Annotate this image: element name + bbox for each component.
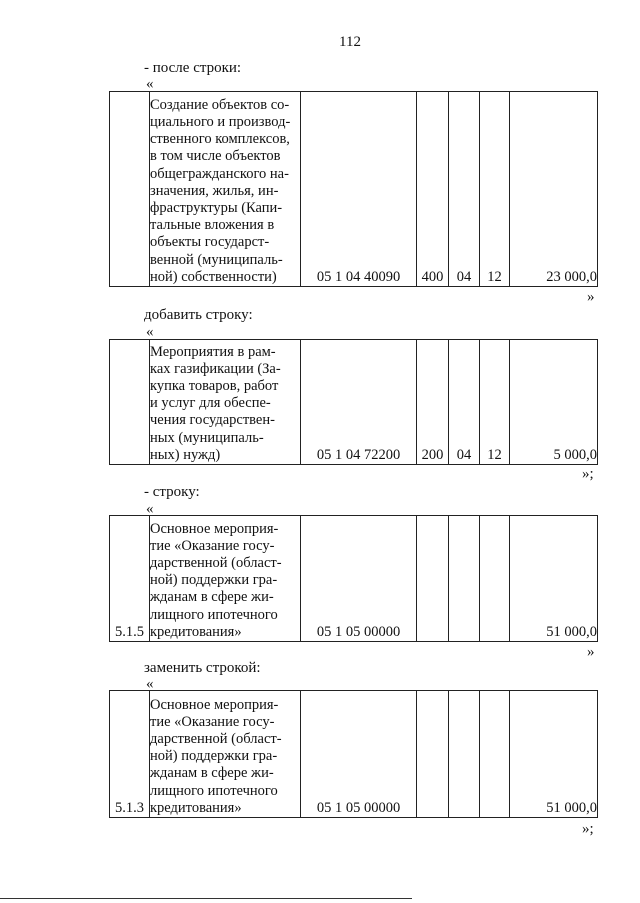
instruction-replace-with: заменить строкой: [144, 660, 261, 676]
budget-table [109, 690, 598, 818]
table-row [110, 691, 598, 818]
section-cell [449, 516, 480, 642]
expense-type-cell [417, 691, 449, 818]
expense-type-cell [417, 516, 449, 642]
closing-quote: » [587, 644, 595, 660]
target-article-cell: 05 1 05 00000 [301, 516, 417, 642]
instruction-add-row: добавить строку: [144, 307, 253, 323]
instruction-row: - строку: [144, 484, 200, 500]
target-article-cell: 05 1 05 00000 [301, 691, 417, 818]
target-article-cell: 05 1 04 72200 [301, 340, 417, 465]
row-number-cell: 5.1.3 [110, 691, 150, 818]
row-number-cell [110, 340, 150, 465]
budget-table [109, 339, 598, 465]
section-cell: 04 [449, 92, 480, 287]
expense-type-cell: 400 [417, 92, 449, 287]
subsection-cell: 12 [480, 340, 510, 465]
row-number-cell [110, 92, 150, 287]
budget-table [109, 515, 598, 642]
row-name-cell: Мероприятия в рам- ках газификации (За- купка товаров, работ и услуг для обеспе- чения государствен- ных (муниципаль- ных) нужд) [150, 340, 301, 465]
budget-table [109, 91, 598, 287]
closing-quote: » [587, 289, 595, 305]
section-cell: 04 [449, 340, 480, 465]
section-cell [449, 691, 480, 818]
table-row [110, 516, 598, 642]
page-number: 112 [339, 34, 361, 50]
closing-quote: »; [582, 466, 594, 482]
table-row [110, 92, 598, 287]
row-number-cell: 5.1.5 [110, 516, 150, 642]
opening-quote: « [146, 324, 154, 340]
instruction-after-row: - после строки: [144, 60, 242, 76]
opening-quote: « [146, 501, 154, 517]
bottom-rule [0, 898, 412, 899]
target-article-cell: 05 1 04 40090 [301, 92, 417, 287]
expense-type-cell: 200 [417, 340, 449, 465]
amount-cell: 23 000,0 [510, 92, 598, 287]
opening-quote: « [146, 676, 154, 692]
table-row [110, 340, 598, 465]
subsection-cell: 12 [480, 92, 510, 287]
subsection-cell [480, 691, 510, 818]
subsection-cell [480, 516, 510, 642]
row-name-cell: Создание объектов со- циального и производ- ственного комплексов, в том числе объектов общегражданского на- значения, жилья, ин- фраструктуры (Капи- тальные вложения в объекты государст- венной (муниципаль- ной) собственности) [150, 92, 301, 287]
amount-cell: 51 000,0 [510, 516, 598, 642]
row-name-cell: Основное мероприя- тие «Оказание госу- дарственной (област- ной) поддержки гра- жданам в сфере жи- лищного ипотечного кредитования» [150, 516, 301, 642]
closing-quote: »; [582, 821, 594, 837]
opening-quote: « [146, 76, 154, 92]
amount-cell: 51 000,0 [510, 691, 598, 818]
amount-cell: 5 000,0 [510, 340, 598, 465]
row-name-cell: Основное мероприя- тие «Оказание госу- дарственной (област- ной) поддержки гра- жданам в сфере жи- лищного ипотечного кредитования» [150, 691, 301, 818]
